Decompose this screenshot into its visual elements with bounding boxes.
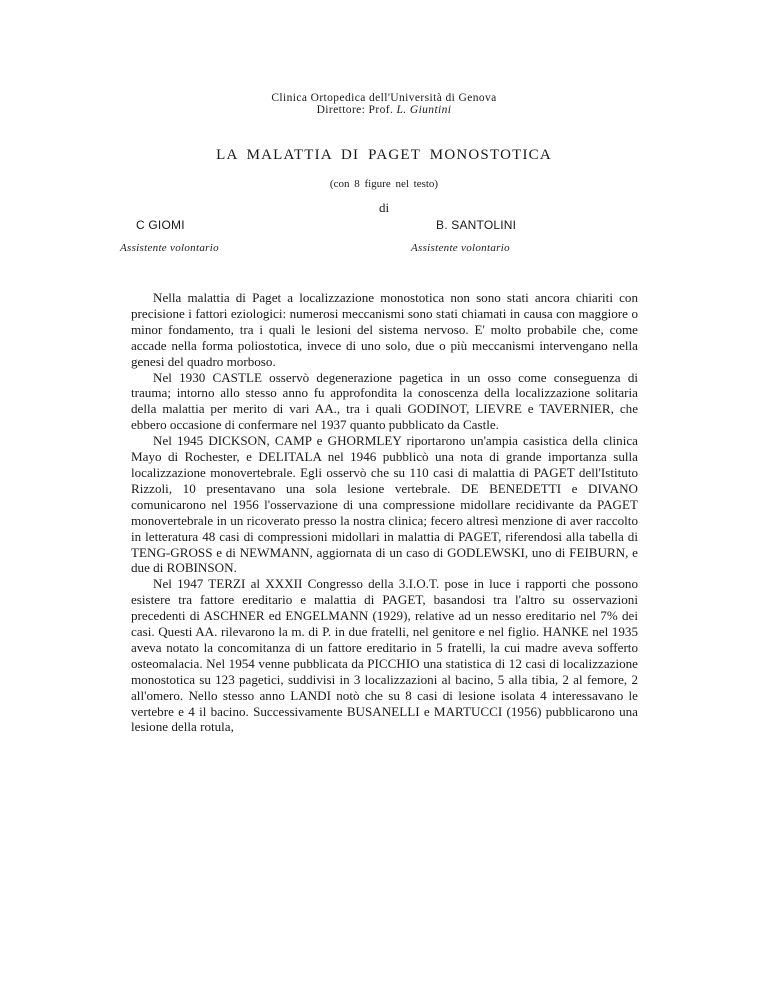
director-name: L. Giuntini	[396, 104, 452, 116]
director-line	[0, 104, 768, 116]
author-left	[120, 218, 219, 254]
author-role: Assistente volontario	[120, 242, 219, 254]
body-paragraph: Nel 1947 TERZI al XXXII Congresso della 3.I.O.T. pose in luce i rapporti che possono esistere tra fattore ereditario e malattia di PAGET, basandosi tra l'altro su osservazioni precedenti di ASCHNER ed ENGELMANN (1929), relative ad un nesso ereditario nel 7% dei casi. Questi AA. rilevarono la m. di P. in due fratelli, nel genitore e nel figlio. HANKE nel 1935 aveva notato la concomitanza di un fattore ereditario in 5 fratelli, la cui madre aveva sofferto osteomalacia. Nel 1954 venne pubblicata da PICCHIO una statistica di 12 casi di localizzazione monostotica su 123 pagetici, suddivisi in 3 localizzazioni al bacino, 5 alla tibia, 2 al femore, 2 all'omero. Nello stesso anno LANDI notò che su 8 casi di lesione isolata 4 interessavano le vertebre e 4 il bacino. Successivamente BUSANELLI e MARTUCCI (1956) pubblicarono una lesione della rotula,	[131, 576, 638, 735]
article-subtitle: (con 8 figure nel testo)	[329, 178, 439, 190]
director-prefix: Direttore: Prof.	[316, 104, 397, 116]
article-body	[131, 290, 638, 735]
body-paragraph: Nella malattia di Paget a localizzazione monostotica non sono stati ancora chiariti con precisione i fattori eziologici: numerosi meccanismi sono stati chiamati in causa con maggiore o minor fondamento, tra i quali le lesioni del sistema nervoso. E' molto probabile che, come accade nella forma poliostotica, invece di uno solo, due o più meccanismi intervengano nella genesi del quadro morboso.	[131, 290, 638, 369]
institution-header	[0, 92, 768, 116]
institution-line: Clinica Ortopedica dell'Università di Genova	[271, 92, 497, 104]
body-paragraph: Nel 1945 DICKSON, CAMP e GHORMLEY riportarono un'ampia casistica della clinica Mayo di Rochester, e DELITALA nel 1946 pubblicò una nota di grande importanza sulla localizzazione monovertebrale. Egli osservò che su 110 casi di malattia di PAGET dell'Istituto Rizzoli, 10 presentavano una sola lesione vertebrale. DE BENEDETTI e DIVANO comunicarono nel 1956 l'osservazione di una compressione midollare recidivante da PAGET monovertebrale in un ricoverato presso la nostra clinica; fecero altresì menzione di aver raccolto in letteratura 48 casi di compressioni midollari in malattia di PAGET, riferendosi alla tabella di TENG-GROSS e di NEWMANN, aggiornata di un caso di GODLEWSKI, uno di FEIBURN, e due di ROBINSON.	[131, 433, 638, 576]
author-name: B. SANTOLINI	[436, 218, 517, 232]
article-title: LA MALATTIA DI PAGET MONOSTOTICA	[216, 147, 552, 163]
author-right	[411, 218, 516, 254]
author-name: C GIOMI	[136, 218, 185, 232]
byline-di: di	[378, 200, 390, 215]
author-role: Assistente volontario	[411, 242, 510, 254]
body-paragraph: Nel 1930 CASTLE osservò degenerazione pagetica in un osso come conseguenza di trauma; intorno allo stesso anno fu approfondita la conoscenza della localizzazione solitaria della malattia per merito di vari AA., tra i quali GODINOT, LIEVRE e TAVERNIER, che ebbero occasione di confermare nel 1937 quanto pubblicato da Castle.	[131, 369, 638, 433]
